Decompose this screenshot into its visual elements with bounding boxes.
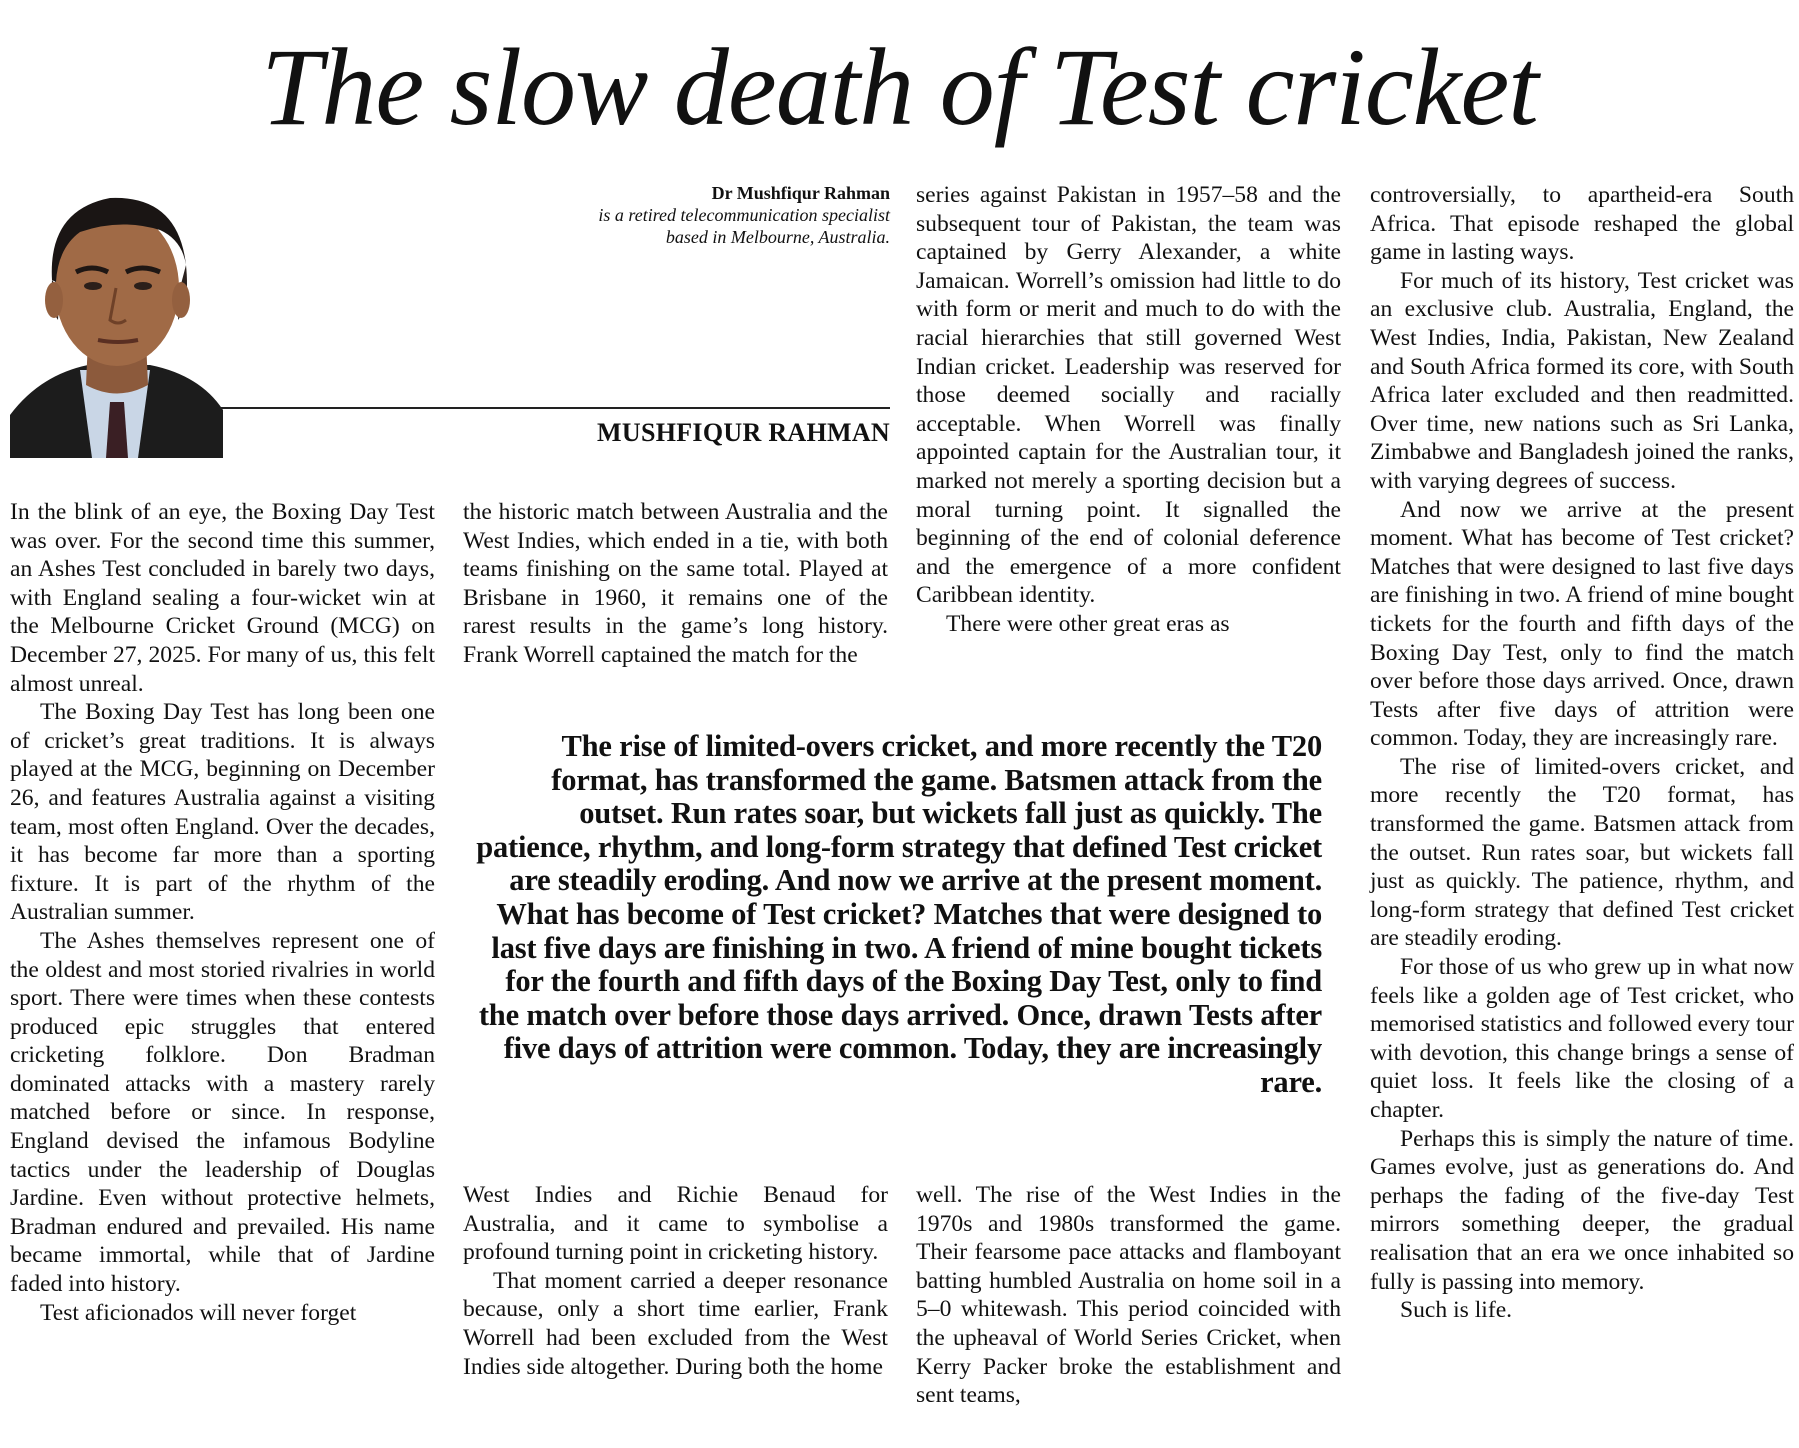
- paragraph: Test aficionados will never forget: [40, 1299, 357, 1326]
- author-portrait-icon: [10, 170, 223, 458]
- paragraph: The rise of limited-overs cricket, and more recently the T20 format, has transformed the game. Batsmen attack from the outset. Run rates soar, but wickets fall just as quickly. The patience, rhythm, and long-form strategy that defined Test cricket are steadily eroding.: [1370, 753, 1794, 952]
- column-1: [10, 498, 435, 1327]
- column-4: [1370, 181, 1794, 1325]
- paragraph: controversially, to apartheid-era South Africa. That episode reshaped the global game in lasting ways.: [1370, 182, 1794, 266]
- paragraph: For those of us who grew up in what now feels like a golden age of Test cricket, who memorised statistics and followed every tour with devotion, this change brings a sense of quiet loss. It feels like the closing of a chapter.: [1370, 954, 1794, 1123]
- byline: MUSHFIQUR RAHMAN: [597, 418, 890, 447]
- paragraph: West Indies and Richie Benaud for Australia, and it came to symbolise a profound turning point in cricketing history.: [463, 1182, 888, 1266]
- author-info-bio-line1: is a retired telecommunication specialist: [598, 205, 890, 225]
- byline-rule: [220, 407, 890, 409]
- paragraph: Such is life.: [1400, 1297, 1513, 1324]
- column-2-top: [463, 498, 888, 670]
- paragraph: That moment carried a deeper resonance because, only a short time earlier, Frank Worrell had been excluded from the West Indies side altogether. During both the home: [463, 1267, 888, 1380]
- headline: The slow death of Test cricket: [261, 26, 1538, 148]
- paragraph: There were other great eras as: [946, 610, 1230, 637]
- author-info-bio-line2: based in Melbourne, Australia.: [665, 227, 890, 247]
- author-info-name: Dr Mushfiqur Rahman: [711, 183, 890, 203]
- paragraph: And now we arrive at the present moment. What has become of Test cricket? Matches that were designed to last five days are finishing in two. A friend of mine bought tickets for the fourth and fifth days of the Boxing Day Test, only to find the match over before those days arrived. Once, drawn Tests after five days of attrition were common. Today, they are increasingly rare.: [1370, 496, 1794, 752]
- paragraph: For much of its history, Test cricket was an exclusive club. Australia, England, the West Indies, India, Pakistan, New Zealand and South Africa formed its core, with South Africa later excluded and then readmitted. Over time, new nations such as Sri Lanka, Zimbabwe and Bangladesh joined the ranks, with varying degrees of success.: [1370, 267, 1794, 494]
- paragraph: The Ashes themselves represent one of the oldest and most storied rivalries in world sport. There were times when these contests produced epic struggles that entered cricketing folklore. Don Bradman dominated attacks with a mastery rarely matched before or since. In response, England devised the infamous Bodyline tactics under the leadership of Douglas Jardine. Even without protective helmets, Bradman endured and prevailed. His name became immortal, while that of Jardine faded into history.: [10, 927, 435, 1298]
- column-2-bottom: [463, 1181, 888, 1381]
- paragraph: series against Pakistan in 1957–58 and the subsequent tour of Pakistan, the team was captained by Gerry Alexander, a white Jamaican. Worrell’s omission had little to do with form or merit and much to do with the racial hierarchies that still governed West Indian cricket. Leadership was reserved for those deemed socially and racially acceptable. When Worrell was finally appointed captain for the Australian tour, it marked not merely a sporting decision but a moral turning point. It signalled the beginning of the end of colonial deference and the emergence of a more confident Caribbean identity.: [916, 182, 1341, 609]
- author-info: [420, 182, 890, 248]
- paragraph: well. The rise of the West Indies in the 1970s and 1980s transformed the game. Their fearsome pace attacks and flamboyant batting humbled Australia on home soil in a 5–0 whitewash. This period coincided with the upheaval of World Series Cricket, when Kerry Packer broke the establishment and sent teams,: [916, 1182, 1341, 1409]
- pull-quote: The rise of limited-overs cricket, and more recently the T20 format, has transformed the game. Batsmen attack from the outset. Run rates soar, but wickets fall just as quickly. The patience, rhythm, and long-form strategy that defined Test cricket are steadily eroding. And now we arrive at the present moment. What has become of Test cricket? Matches that were designed to last five days are finishing in two. A friend of mine bought tickets for the fourth and fifth days of the Boxing Day Test, only to find the match over before those days arrived. Once, drawn Tests after five days of attrition were common. Today, they are increasingly rare.: [476, 729, 1322, 1099]
- column-3-bottom: [916, 1181, 1341, 1410]
- paragraph: the historic match between Australia and the West Indies, which ended in a tie, with both teams finishing on the same total. Played at Brisbane in 1960, it remains one of the rarest results in the game’s long history. Frank Worrell captained the match for the: [463, 499, 888, 668]
- column-3-top: [916, 181, 1341, 639]
- paragraph: Perhaps this is simply the nature of time. Games evolve, just as generations do. And perhaps the fading of the five-day Test mirrors something deeper, the gradual realisation that an era we once inhabited so fully is passing into memory.: [1370, 1125, 1794, 1295]
- paragraph: The Boxing Day Test has long been one of cricket’s great traditions. It is always played at the MCG, beginning on December 26, and features Australia against a visiting team, most often England. Over the decades, it has become far more than a sporting fixture. It is part of the rhythm of the Australian summer.: [10, 699, 435, 926]
- paragraph: In the blink of an eye, the Boxing Day Test was over. For the second time this summer, an Ashes Test concluded in barely two days, with England sealing a four-wicket win at the Melbourne Cricket Ground (MCG) on December 27, 2025. For many of us, this felt almost unreal.: [10, 499, 435, 697]
